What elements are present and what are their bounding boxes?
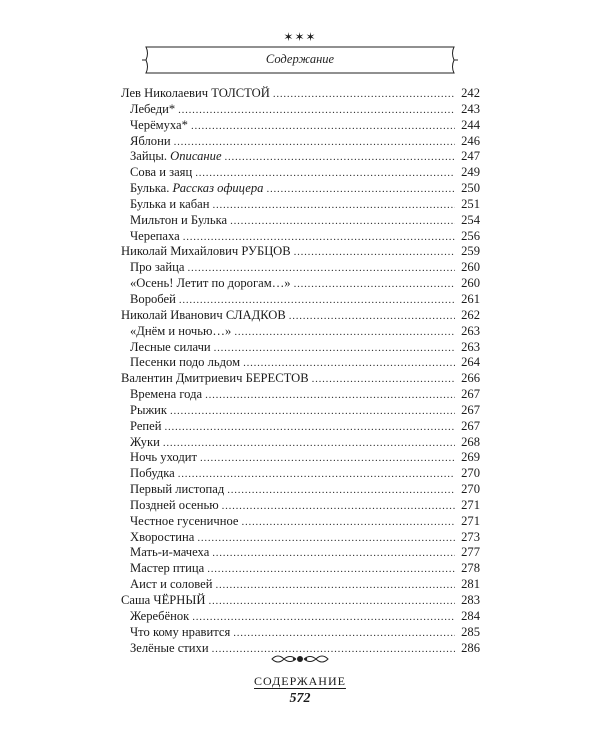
toc-entry-title — [130, 577, 212, 593]
toc-entry-row — [121, 530, 480, 546]
toc-author-row — [121, 308, 480, 324]
toc-entry-title-text: Про зайца — [130, 260, 185, 275]
toc-page-number: 270 — [461, 466, 480, 481]
toc-entry-row — [121, 561, 480, 577]
toc-entry-title — [130, 340, 211, 356]
dot-leader — [183, 230, 455, 246]
dot-leader — [234, 325, 455, 341]
toc-entry-title-text: Аист и соловей — [130, 577, 213, 592]
toc-entry-title-text: Лев Николаевич ТОЛСТОЙ — [121, 86, 270, 100]
toc-page-number: 263 — [461, 339, 480, 354]
toc-entry-row — [121, 197, 480, 213]
toc-entry-title-text: Валентин Дмитриевич БЕРЕСТОВ — [121, 371, 309, 386]
dot-leader — [200, 451, 455, 467]
dot-leader — [222, 499, 455, 515]
toc-page-number: 278 — [461, 561, 480, 576]
toc-entry-title-text: Репей — [130, 418, 162, 433]
toc-page-number: 281 — [461, 577, 480, 592]
toc-entry-title-text: Честное гусеничное — [130, 513, 239, 528]
table-of-contents — [121, 86, 480, 656]
toc-entry-title — [121, 371, 309, 387]
toc-author-row — [121, 371, 480, 387]
toc-entry-title-text: Сова и заяц — [130, 165, 193, 180]
toc-entry-title — [130, 134, 171, 150]
dot-leader — [227, 483, 455, 499]
toc-entry-title-text: Зайцы. — [130, 149, 167, 164]
toc-entry-row — [121, 609, 480, 625]
dot-leader — [233, 626, 455, 642]
toc-entry-title-text: Булька и кабан — [130, 196, 210, 211]
dot-leader — [178, 467, 455, 483]
dot-leader — [294, 277, 455, 293]
toc-entry-title — [130, 102, 175, 118]
dot-leader — [266, 182, 455, 198]
toc-entry-title — [121, 308, 286, 324]
toc-entry-row — [121, 355, 480, 371]
toc-entry-row — [121, 387, 480, 403]
toc-entry-title-text: Песенки подо льдом — [130, 355, 241, 370]
toc-entry-title — [130, 450, 197, 466]
dot-leader — [212, 546, 455, 562]
toc-author-row — [121, 244, 480, 260]
toc-entry-title — [130, 466, 175, 482]
dot-leader — [205, 388, 455, 404]
toc-entry-row — [121, 466, 480, 482]
toc-entry-title — [130, 609, 189, 625]
toc-entry-title-text: Черёмуха* — [130, 117, 188, 132]
toc-page-number: 264 — [461, 355, 480, 370]
toc-entry-row — [121, 625, 480, 641]
toc-entry-row — [121, 292, 480, 308]
dot-leader — [174, 135, 455, 151]
dot-leader — [170, 404, 455, 420]
toc-page-number: 267 — [461, 418, 480, 433]
toc-page-number: 260 — [461, 260, 480, 275]
toc-entry-title — [130, 482, 224, 498]
toc-entry-title — [130, 403, 167, 419]
toc-page-number: 259 — [461, 244, 480, 259]
dot-leader — [215, 578, 455, 594]
toc-entry-row — [121, 577, 480, 593]
dot-leader — [243, 356, 455, 372]
toc-page-number: 284 — [461, 608, 480, 623]
toc-entry-title — [130, 435, 160, 451]
running-header-title: Содержание — [265, 52, 335, 66]
dot-leader — [179, 293, 455, 309]
toc-page-number: 285 — [461, 624, 480, 639]
toc-page-number: 251 — [461, 196, 480, 211]
dot-leader — [178, 103, 455, 119]
toc-entry-title-text: Жуки — [130, 434, 160, 449]
toc-entry-row — [121, 118, 480, 134]
toc-entry-row — [121, 482, 480, 498]
toc-entry-row — [121, 181, 480, 197]
toc-author-row — [121, 593, 480, 609]
footer-ornament — [0, 652, 600, 671]
header-frame — [140, 45, 460, 75]
toc-entry-title-text: Лесные силачи — [130, 339, 211, 354]
dot-leader — [192, 610, 455, 626]
toc-page-number: 244 — [461, 117, 480, 132]
dot-leader — [195, 166, 455, 182]
page-number: 572 — [289, 691, 311, 706]
toc-page-number: 267 — [461, 387, 480, 402]
toc-entry-title-text: Лебеди* — [130, 101, 176, 116]
toc-entry-title — [130, 355, 240, 371]
dot-leader — [197, 531, 455, 547]
toc-page-number: 243 — [461, 101, 480, 116]
toc-entry-title — [130, 498, 219, 514]
toc-entry-title — [121, 86, 270, 102]
toc-entry-title — [130, 118, 188, 134]
toc-entry-row — [121, 102, 480, 118]
toc-entry-row — [121, 165, 480, 181]
toc-entry-row — [121, 260, 480, 276]
toc-page-number: 273 — [461, 529, 480, 544]
toc-entry-title-text: Рыжик — [130, 402, 168, 417]
toc-entry-title — [130, 181, 263, 197]
toc-entry-title-text: Воробей — [130, 291, 176, 306]
toc-entry-title-text: Зелёные стихи — [130, 640, 209, 655]
toc-page-number: 268 — [461, 434, 480, 449]
toc-entry-title — [130, 213, 227, 229]
dot-leader — [214, 341, 455, 357]
toc-entry-title — [130, 530, 194, 546]
toc-page-number: 260 — [461, 276, 480, 291]
toc-page-number: 266 — [461, 371, 480, 386]
toc-entry-row — [121, 419, 480, 435]
toc-entry-title-text: Яблони — [130, 133, 171, 148]
toc-entry-title-text: Мать-и-мачеха — [130, 545, 210, 560]
toc-entry-title-text: Первый листопад — [130, 482, 225, 497]
toc-page-number: 256 — [461, 228, 480, 243]
dot-leader — [165, 420, 456, 436]
toc-page-number: 246 — [461, 133, 480, 148]
toc-entry-title — [130, 229, 180, 245]
toc-entry-title — [130, 197, 210, 213]
toc-entry-title-text: Времена года — [130, 387, 203, 402]
toc-entry-row — [121, 276, 480, 292]
toc-page-number: 249 — [461, 165, 480, 180]
toc-entry-title — [130, 260, 184, 276]
toc-entry-title-text: Побудка — [130, 466, 175, 481]
toc-entry-title-text: «Днём и ночью…» — [130, 323, 232, 338]
footer-section-title: СОДЕРЖАНИЕ — [254, 674, 346, 688]
toc-entry-title-text: Черепаха — [130, 228, 180, 243]
toc-entry-row — [121, 324, 480, 340]
toc-entry-title-text: Николай Иванович СЛАДКОВ — [121, 307, 286, 322]
toc-entry-title-text: Саша ЧЁРНЫЙ — [121, 593, 206, 607]
toc-entry-title-text: «Осень! Летит по дорогам…» — [130, 276, 291, 291]
dot-leader — [187, 261, 455, 277]
toc-entry-row — [121, 514, 480, 530]
dot-leader — [242, 515, 456, 531]
toc-entry-title-text: Что кому нравится — [130, 624, 231, 639]
toc-entry-title-text: Хворостина — [130, 529, 195, 544]
toc-entry-title — [121, 593, 205, 609]
toc-entry-title — [130, 561, 204, 577]
toc-entry-subtitle: Рассказ офицера — [172, 181, 264, 196]
toc-entry-title — [130, 545, 209, 561]
toc-entry-row — [121, 149, 480, 165]
toc-page-number: 254 — [461, 212, 480, 227]
toc-entry-title — [130, 625, 230, 641]
toc-entry-title — [130, 514, 239, 530]
toc-page-number: 271 — [461, 513, 480, 528]
toc-page-number: 267 — [461, 402, 480, 417]
toc-page-number: 262 — [461, 307, 480, 322]
toc-entry-title — [130, 276, 291, 292]
toc-entry-title-text: Ночь уходит — [130, 450, 197, 465]
toc-entry-title — [130, 324, 231, 340]
toc-author-row — [121, 86, 480, 102]
toc-entry-title — [130, 292, 176, 308]
dot-leader — [213, 198, 456, 214]
toc-page-number: 286 — [461, 640, 480, 655]
toc-page-number: 283 — [461, 593, 480, 607]
toc-page-number: 270 — [461, 482, 480, 497]
toc-entry-title-text: Мильтон и Булька — [130, 212, 228, 227]
toc-page-number: 247 — [461, 149, 480, 164]
toc-entry-row — [121, 403, 480, 419]
toc-entry-row — [121, 545, 480, 561]
toc-page-number: 271 — [461, 497, 480, 512]
dot-leader — [208, 594, 455, 610]
toc-page-number: 277 — [461, 545, 480, 560]
toc-entry-row — [121, 134, 480, 150]
toc-entry-title — [130, 149, 222, 165]
toc-entry-row — [121, 450, 480, 466]
dot-leader — [273, 87, 455, 103]
dot-leader — [191, 119, 455, 135]
header-ornament: ✶✶✶ — [283, 30, 317, 44]
toc-entry-title — [130, 419, 162, 435]
toc-entry-title-text: Поздней осенью — [130, 497, 219, 512]
dot-leader — [230, 214, 455, 230]
dot-leader — [163, 436, 455, 452]
toc-page-number: 242 — [461, 86, 480, 100]
dot-leader — [225, 150, 455, 166]
toc-entry-subtitle: Описание — [170, 149, 222, 164]
toc-page-number: 269 — [461, 450, 480, 465]
toc-entry-row — [121, 498, 480, 514]
toc-entry-title — [130, 165, 192, 181]
toc-page-number: 263 — [461, 323, 480, 338]
toc-entry-title — [121, 244, 291, 260]
toc-entry-title-text: Булька. — [130, 181, 170, 196]
dot-leader — [312, 372, 455, 388]
dot-leader — [207, 562, 455, 578]
toc-entry-row — [121, 435, 480, 451]
toc-page-number: 261 — [461, 291, 480, 306]
toc-entry-row — [121, 213, 480, 229]
toc-page-number: 250 — [461, 181, 480, 196]
dot-leader — [294, 245, 455, 261]
toc-entry-row — [121, 340, 480, 356]
toc-entry-row — [121, 229, 480, 245]
toc-entry-title — [130, 387, 202, 403]
dot-leader — [289, 309, 455, 325]
toc-entry-title-text: Николай Михайлович РУБЦОВ — [121, 244, 291, 259]
ornament-flourish-icon — [270, 652, 330, 666]
toc-entry-title-text: Жеребёнок — [130, 608, 190, 623]
toc-entry-title-text: Мастер птица — [130, 561, 205, 576]
